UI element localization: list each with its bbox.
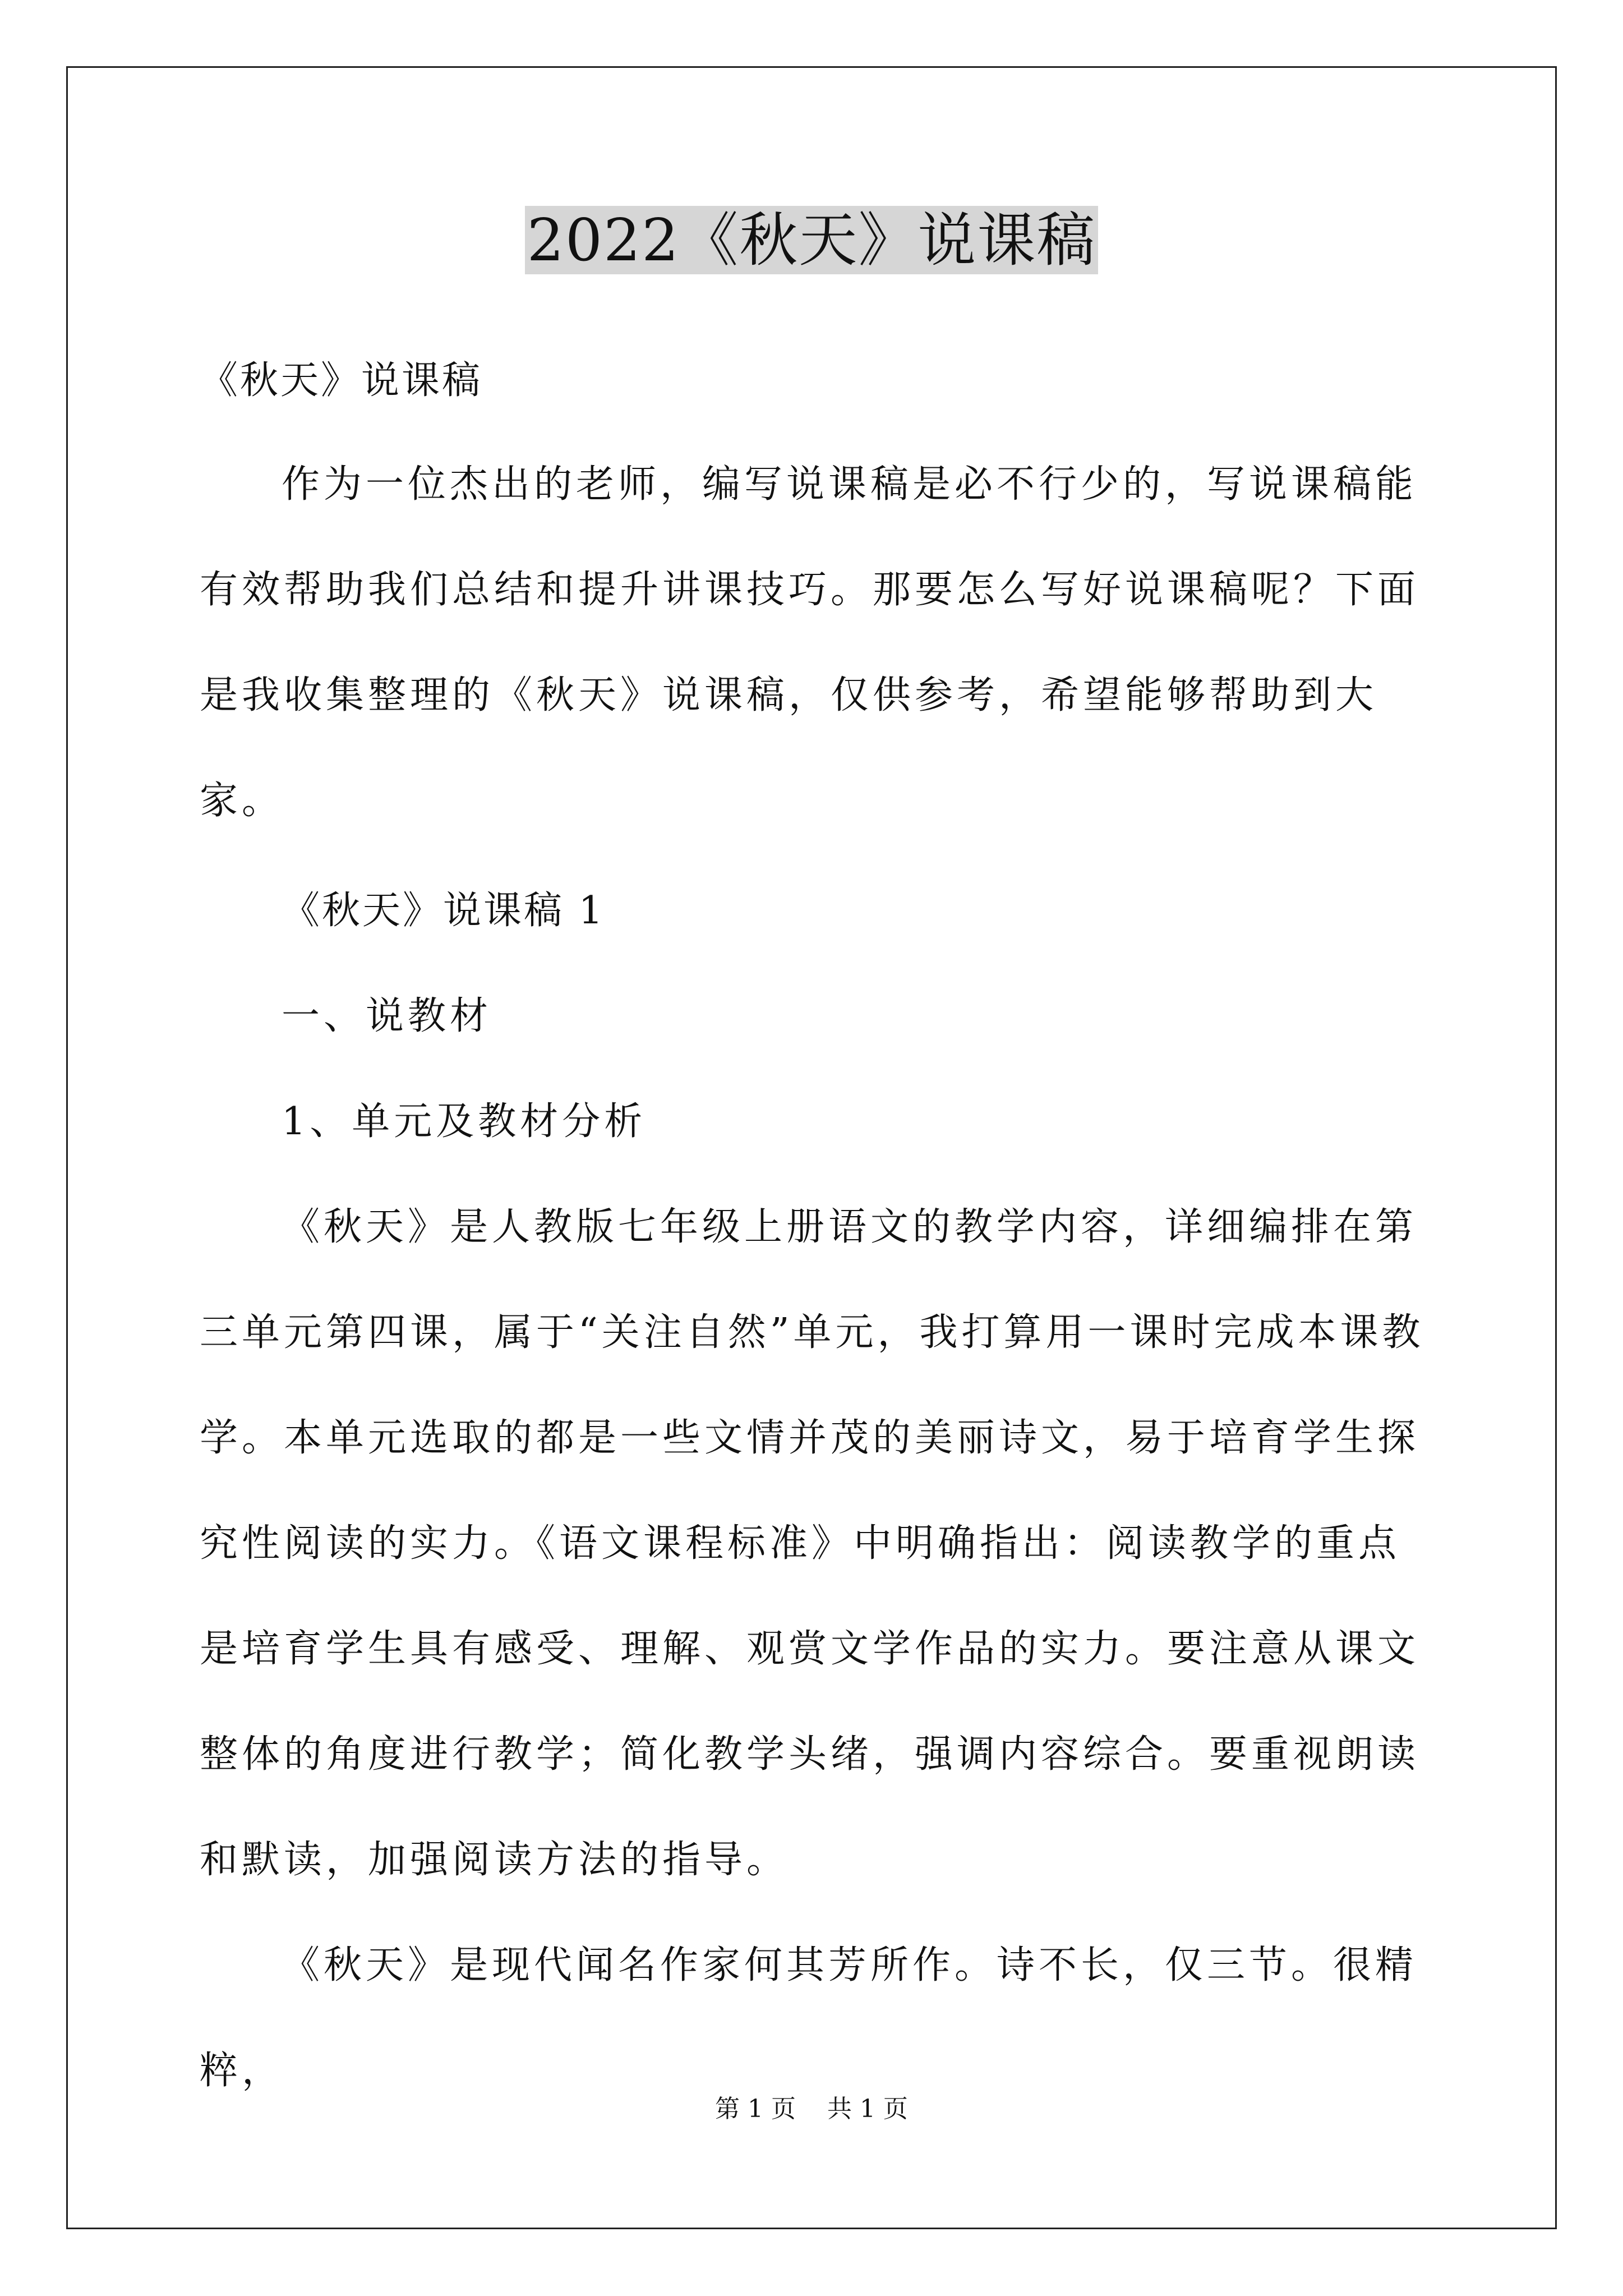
document-subtitle: 《秋天》说课稿	[200, 358, 483, 403]
body-paragraph: 《秋天》是现代闻名作家何其芳所作。诗不长，仅三节。很精粹，	[200, 1943, 1418, 2093]
page-footer: 第 1 页 共 1 页	[715, 2095, 908, 2123]
document-title	[0, 201, 1623, 279]
intro-paragraph: 作为一位杰出的老师，编写说课稿是必不行少的，写说课稿能有效帮助我们总结和提升讲课技巧。那要怎么写好说课稿呢？下面是我收集整理的《秋天》说课稿，仅供参考，希望能够帮助到大家。	[200, 462, 1420, 823]
section-heading: 《秋天》说课稿 1	[282, 889, 605, 933]
document-title-text: 2022《秋天》说课稿	[525, 206, 1099, 274]
body-paragraph: 《秋天》是人教版七年级上册语文的教学内容，详细编排在第三单元第四课，属于“关注自然”单元，我打算用一课时完成本课教学。本单元选取的都是一些文情并茂的美丽诗文，易于培育学生探究性阅读的实力。《语文课程标准》中明确指出：阅读教学的重点是培育学生具有感受、理解、观赏文学作品的实力。要注意从课文整体的角度进行教学；简化教学头绪，强调内容综合。要重视朗读和默读，加强阅读方法的指导。	[200, 1205, 1424, 1882]
sub-heading: 1、单元及教材分析	[282, 1099, 647, 1144]
part-heading: 一、说教材	[282, 994, 492, 1038]
